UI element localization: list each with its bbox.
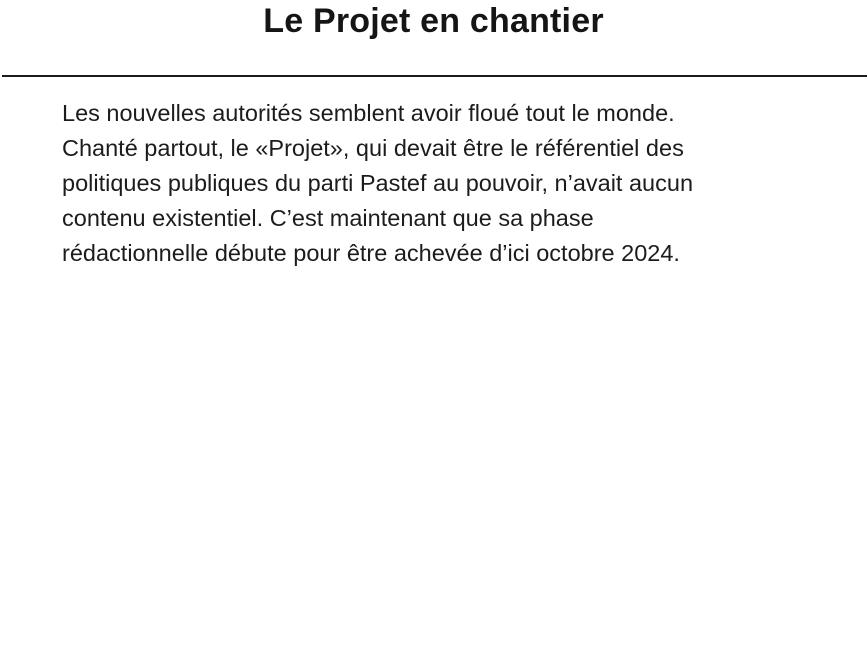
- paragraph-line: politiques publiques du parti Pastef au pouvoir, n’avait aucun: [62, 170, 694, 196]
- paragraph-line: contenu existentiel. C’est maintenant que sa phase: [62, 205, 594, 231]
- paragraph-line: Chanté partout, le «Projet», qui devait être le référentiel des: [62, 135, 684, 161]
- article-paragraph: [62, 96, 852, 271]
- paragraph-line: rédactionnelle débute pour être achevée d’ici octobre 2024.: [62, 240, 680, 266]
- paragraph-line: Les nouvelles autorités semblent avoir floué tout le monde.: [62, 100, 675, 126]
- title-divider: [2, 75, 867, 77]
- article-title: Le Projet en chantier: [263, 2, 604, 40]
